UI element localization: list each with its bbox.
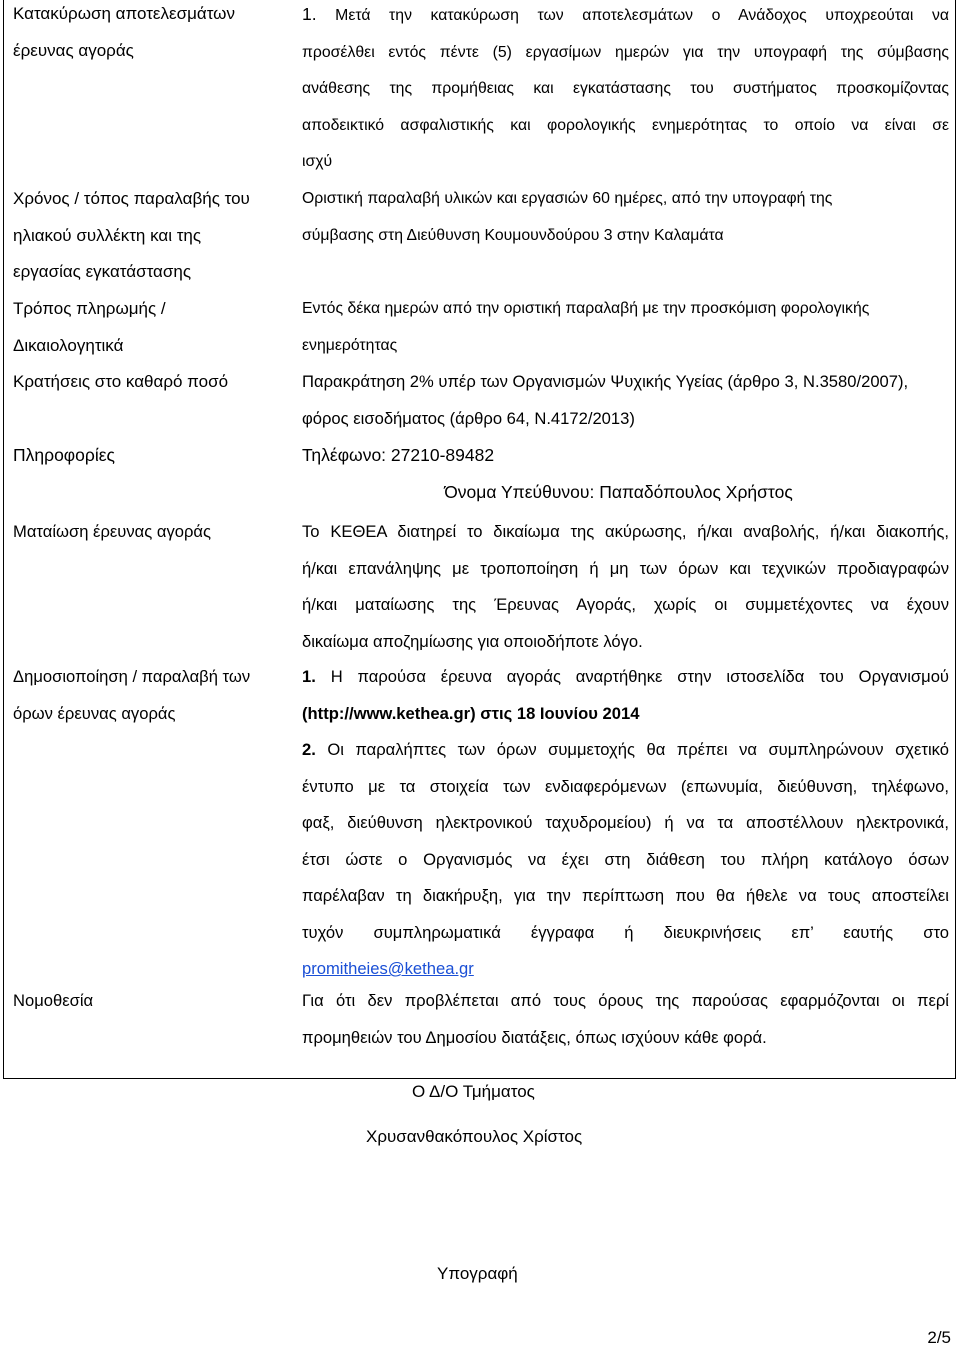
contact-phone: Τηλέφωνο: 27210-89482 xyxy=(302,445,495,465)
signature-role: Ο Δ/Ο Τμήματος xyxy=(412,1082,535,1101)
label-delivery: Χρόνος / τόπος παραλαβής του ηλιακού συλλέκτη και της εργασίας εγκατάστασης xyxy=(13,189,250,281)
text-cancel: Το ΚΕΘΕΑ διατηρεί το δικαίωμα της ακύρωσης, ή/και αναβολής, ή/και διακοπής, ή/και επανάληψης με τροποποίηση ή μη των όρων και τεχνικών προδιαγραφών ή/και ματαίωσης της Έρευνας Αγοράς, χωρίς οι συμμετέχοντες να έχουν δικαίωμα αποζημίωσης για οποιοδήποτε λόγο. xyxy=(302,522,949,651)
text-delivery: Οριστική παραλαβή υλικών και εργασιών 60 ημέρες, από την υπογραφή της σύμβασης στη Διεύθυνση Κουμουνδούρου 3 στην Καλαμάτα xyxy=(302,190,833,244)
text-legislation: Για ότι δεν προβλέπεται από τους όρους της παρούσας εφαρμόζονται οι περί προμηθειών του Δημοσίου διατάξεις, όπως ισχύουν κάθε φορά. xyxy=(302,991,949,1047)
item-number: 2. xyxy=(302,740,316,759)
label-award: Κατακύρωση αποτελεσμάτων έρευνας αγοράς xyxy=(13,4,235,60)
email-link[interactable]: promitheies@kethea.gr xyxy=(302,959,474,978)
text-publication: 1. Η παρούσα έρευνα αγοράς αναρτήθηκε στην ιστοσελίδα του Οργανισμού (http://www.kethea.gr) στις 18 Ιουνίου 2014 2. Οι παραλήπτες των όρων συμμετοχής θα πρέπει να συμπληρώνουν σχετικό έντυπο με τα στοιχεία των ενδιαφερόμενων (επωνυμία, διεύθυνση, τηλέφωνο, φαξ, διεύθυνση ηλεκτρονικού ταχυδρομείου) ή να τα αποστέλλουν ηλεκτρονικά, έτσι ώστε ο Οργανισμός να έχει στη διάθεση του πλήρη κατάλογο όσων παρέλαβαν τη διακήρυξη, για την περίπτωση που θα ήθελε να τους αποστείλει τυχόν συμπληρωματικά έγγραφα ή διευκρινήσεις επ’ εαυτής στο promitheies@kethea.gr xyxy=(302,667,949,978)
label-info: Πληροφορίες xyxy=(13,445,115,465)
item-number: 1. xyxy=(302,4,317,24)
item-number: 1. xyxy=(302,667,316,686)
label-legislation: Νομοθεσία xyxy=(13,991,94,1010)
signature-label: Υπογραφή xyxy=(437,1264,518,1283)
text-deductions: Παρακράτηση 2% υπέρ των Οργανισμών Ψυχικής Υγείας (άρθρο 3, Ν.3580/2007), φόρος εισοδήματος (άρθρο 64, Ν.4172/2013) xyxy=(302,372,909,428)
contact-name: Όνομα Υπεύθυνου: Παπαδόπουλος Χρήστος xyxy=(444,481,793,502)
label-publication: Δημοσιοποίηση / παραλαβή των όρων έρευνας αγοράς xyxy=(13,667,251,723)
text-award: 1. Μετά την κατακύρωση των αποτελεσμάτων ο Ανάδοχος υποχρεούται να προσέλθει εντός πέντε (5) εργασίμων ημερών για την υπογραφή της σύμβασης ανάθεσης της προμήθειας και εγκατάστασης του συστήματος προσκομίζοντας αποδεικτικό ασφαλιστικής και φορολογικής ενημερότητας το οποίο να είναι σε ισχύ xyxy=(302,4,949,170)
text-payment: Εντός δέκα ημερών από την οριστική παραλαβή με την προσκόμιση φορολογικής ενημερότητας xyxy=(302,300,870,354)
terms-table xyxy=(3,0,956,1079)
label-payment: Τρόπος πληρωμής / Δικαιολογητικά xyxy=(13,299,166,355)
signature-name: Χρυσανθακόπουλος Χρίστος xyxy=(366,1127,583,1146)
label-cancel: Ματαίωση έρευνας αγοράς xyxy=(13,522,212,541)
label-deductions: Κρατήσεις στο καθαρό ποσό xyxy=(13,372,229,391)
page-number: 2/5 xyxy=(927,1328,951,1347)
text-info xyxy=(302,437,949,510)
